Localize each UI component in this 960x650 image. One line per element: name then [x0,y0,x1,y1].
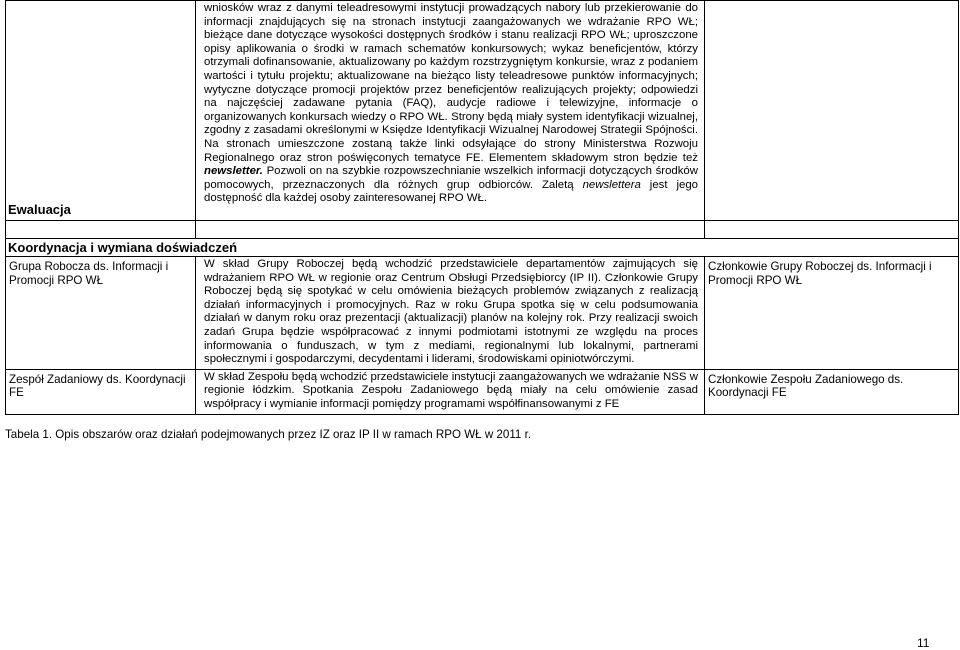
evaluation-description [196,1,704,208]
group-name: Zespół Zadaniowy ds. Koordynacji FE [9,372,186,400]
members-cell [705,257,959,370]
group-description: W skład Grupy Roboczej będą wchodzić przedstawiciele departamentów zajmujących się wdrażaniem RPO WŁ w regionie oraz Centrum Obsługi Przedsiębiorcy (IP II). Członkowie Grupy Roboczej będą się spotykać w celu omówienia bieżących problemów związanych z realizacją działań informacyjnych i promocyjnych. Raz w roku Grupa spotka się w celu podsumowania działań w danym roku oraz prezentacji (aktualizacji) planów na kolejny rok. Przy realizacji swoich zadań Grupa będzie współpracować z innymi podmiotami istotnymi ze względu na proces informowania o funduszach, w tym z mediami, regionalnymi lub lokalnymi, partnerami społecznymi i gospodarczymi, decydentami i liderami, środowiskami opiniotwórczymi. [204,258,698,366]
group-name: Grupa Robocza ds. Informacji i Promocji RPO WŁ [9,260,169,287]
group-cell [6,257,196,370]
evaluation-label-cell [6,1,196,221]
activities-table [5,0,959,415]
description-cell [196,369,705,414]
description-cell [196,257,705,370]
page-number: 11 [917,636,930,650]
coordination-heading-row [6,239,959,257]
evaluation-row [6,1,959,221]
newsletter-term: newsletter. [204,165,263,178]
table-row [6,369,959,414]
members-cell [705,369,959,414]
coordination-heading-cell [6,239,959,257]
group-members: Członkowie Grupy Roboczej ds. Informacji i Promocji RPO WŁ [708,260,932,287]
evaluation-description-cell [196,1,705,221]
coordination-heading: Koordynacja i wymiana doświadczeń [8,240,238,255]
group-members: Członkowie Zespołu Zadaniowego ds. Koordynacji FE [708,372,904,400]
newslettera-term: newslettera [582,178,641,191]
table-row [6,257,959,370]
evaluation-text-part3: jest jego dostępność dla każdej osoby zainteresowanej RPO WŁ. [204,178,699,205]
evaluation-text-part1: wniosków wraz z danymi teleadresowymi instytucji prowadzących nabory lub przekierowanie do informacji znajdujących się na stronach instytucji zaangażowanych we wdrażanie RPO WŁ; bieżące dane dotyczące wysokości dostępnych środków i stanu realizacji RPO WŁ; uproszczone opisy aplikowania o środki w ramach schematów konkursowych; wykaz beneficjentów, którzy otrzymali dofinansowanie, aktualizowany po każdym rozstrzygniętym konkursie, wraz z podaniem wartości i tytułu projektu; aktualizowane na bieżąco listy teleadresowe punktów informacyjnych; wytyczne dotyczące promocji projektów przez beneficjentów realizujących projekty; odpowiedzi na najczęściej zadawane pytania (FAQ), audycje radiowe i telewizyjne, informacje o organizowanych konkursach wiedzy o RPO WŁ. Strony będą miały system identyfikacji wizualnej, zgodny z zasadami określonymi w Księdze Identyfikacji Wizualnej Narodowej Strategii Spójności. Na stronach umieszczone zostaną także linki odsyłające do strony Ministerstwa Rozwoju Regionalnego oraz stron poświęconych tematyce FE. Elementem składowym stron będzie też [204,2,698,164]
evaluation-text-part2: Pozwoli on na szybkie rozpowszechnianie wszelkich informacji dotyczących środków pomocowych, przeznaczonych dla różnych grup odbiorców. Zaletą [204,165,698,191]
group-cell [6,369,196,414]
table-caption: Tabela 1. Opis obszarów oraz działań podejmowanych przez IZ oraz IP II w ramach RPO WŁ w 2011 r. [5,428,532,441]
spacer-row [6,221,959,239]
evaluation-label: Ewaluacja [8,202,71,217]
group-description: W skład Zespołu będą wchodzić przedstawiciele instytucji zaangażowanych we wdrażanie NSS w regionie łódzkim. Spotkania Zespołu Zadaniowego będą miały na celu omówienie zasad współpracy i wymianie informacji pomiędzy programami współfinansowanymi z FE [204,370,698,410]
evaluation-empty-cell [705,1,959,221]
